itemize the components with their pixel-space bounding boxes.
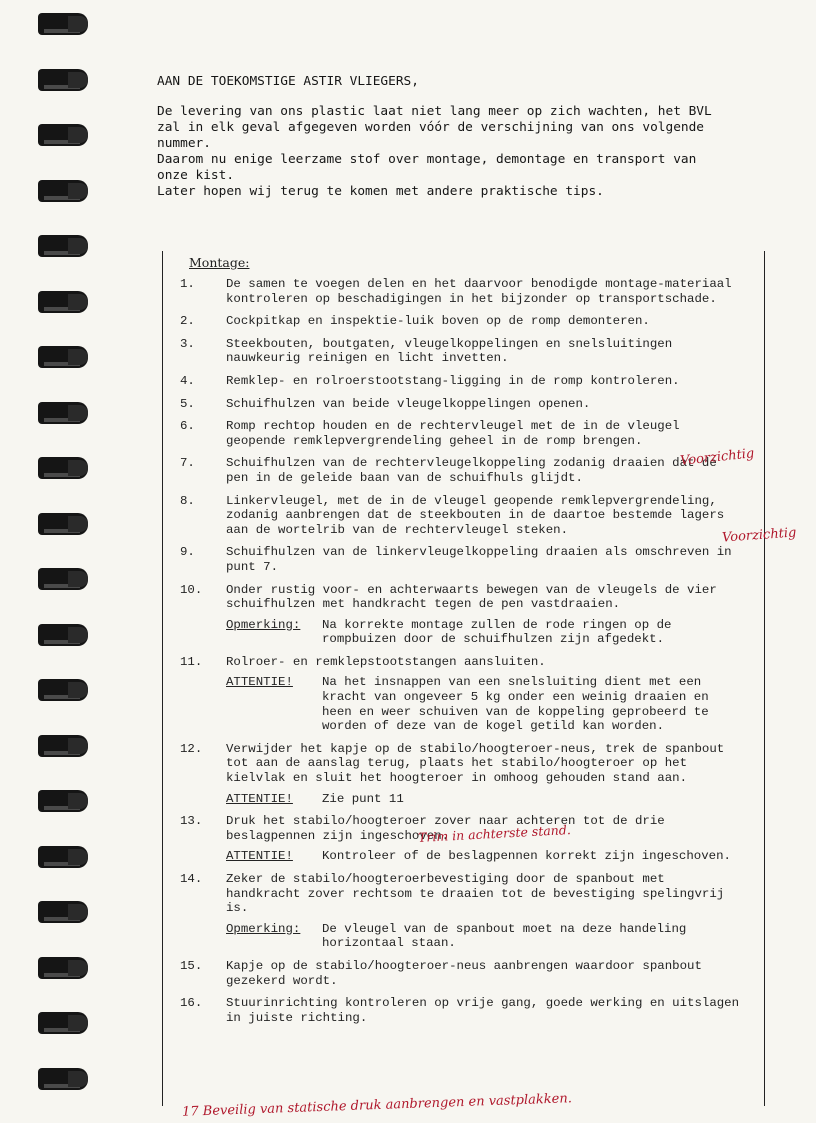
step-number: 12. — [180, 741, 203, 756]
step-number: 1. — [180, 277, 195, 291]
note-text: Kontroleer of de beslagpennen korrekt zijn ingeschoven. — [322, 849, 731, 864]
binding-ring — [38, 735, 88, 757]
section-heading: Montage: — [189, 255, 250, 270]
step-item — [180, 959, 740, 988]
binding-ring — [38, 69, 88, 91]
step-item — [180, 655, 740, 734]
step-number: 5. — [180, 396, 195, 411]
binding-ring — [38, 1068, 88, 1090]
step-item — [180, 742, 740, 806]
greeting: AAN DE TOEKOMSTIGE ASTIR VLIEGERS, — [157, 74, 419, 89]
step-item — [180, 872, 740, 951]
step-item — [180, 397, 740, 412]
binding-ring — [38, 180, 88, 202]
note-text: Zie punt 11 — [322, 791, 404, 806]
step-item — [180, 419, 740, 448]
binding-ring — [38, 457, 88, 479]
note-label: ATTENTIE! — [226, 791, 293, 806]
step-item — [180, 374, 740, 389]
intro-paragraph: Later hopen wij terug te komen met andere praktische tips. — [157, 184, 604, 199]
step-text: Schuifhulzen van beide vleugelkoppelingen openen. — [226, 396, 591, 411]
handwritten-note: 17 Beveilig van statische druk aanbrengen en vastplakken. — [181, 1091, 573, 1120]
step-note — [226, 618, 740, 647]
note-text: Na korrekte montage zullen de rode ringen op de rompbuizen door de schuifhulzen zijn afgedekt. — [322, 617, 672, 647]
step-item — [180, 314, 740, 329]
handwritten-note: Voorzichtig — [679, 446, 756, 469]
step-number: 2. — [180, 314, 195, 329]
step-number: 7. — [180, 456, 195, 471]
step-text: Onder rustig voor- en achterwaarts bewegen van de vleugels de vier schuifhulzen met handkracht tegen de pen vastdraaien. — [226, 582, 717, 612]
step-text: Cockpitkap en inspektie-luik boven op de romp demonteren. — [226, 314, 650, 329]
binding-ring — [38, 846, 88, 868]
binding-ring — [38, 291, 88, 313]
binding-ring — [38, 124, 88, 146]
step-number: 13. — [180, 814, 203, 829]
step-item — [180, 494, 740, 538]
step-number: 15. — [180, 958, 203, 973]
note-label: Opmerking: — [226, 921, 301, 936]
binding-ring — [38, 679, 88, 701]
step-number: 6. — [180, 419, 195, 434]
step-text: Kapje op de stabilo/hoogteroer-neus aanbrengen waardoor spanbout gezekerd wordt. — [226, 958, 702, 988]
step-number: 4. — [180, 373, 195, 388]
note-text: De vleugel van de spanbout moet na deze handeling horizontaal staan. — [322, 921, 687, 951]
binding-ring — [38, 402, 88, 424]
binding-ring — [38, 790, 88, 812]
binding-ring — [38, 1012, 88, 1034]
step-item — [180, 545, 740, 574]
binding-ring — [38, 235, 88, 257]
step-item — [180, 996, 740, 1025]
step-text: Remklep- en rolroerstootstang-ligging in de romp kontroleren. — [226, 373, 680, 388]
step-item — [180, 277, 740, 306]
step-text: Rolroer- en remklepstootstangen aansluiten. — [226, 654, 546, 669]
binding-ring — [38, 346, 88, 368]
note-text: Na het insnappen van een snelsluiting dient met een kracht van ongeveer 5 kg onder een weinig draaien en heen en weer schuiven van de koppeling geprobeerd te worden of deze van de kogel getild kan worden. — [322, 675, 709, 734]
step-note — [226, 792, 740, 807]
step-text: Druk het stabilo/hoogteroer zover naar achteren tot de drie beslagpennen zijn ingeschoven. — [226, 814, 665, 843]
step-note — [226, 922, 740, 951]
step-text: Stuurinrichting kontroleren op vrije gang, goede werking en uitslagen in juiste richting. — [226, 996, 740, 1025]
note-label: Opmerking: — [226, 617, 301, 632]
binding-ring — [38, 957, 88, 979]
note-label: ATTENTIE! — [226, 849, 293, 864]
step-number: 16. — [180, 996, 203, 1011]
step-number: 14. — [180, 872, 203, 886]
step-text: Linkervleugel, met de in de vleugel geopende remklepvergrendeling, zodanig aanbrengen dat de steekbouten in de daartoe bestemde lagers aan de wortelrib van de rechtervleugel steken. — [226, 493, 725, 537]
intro-paragraph: Daarom nu enige leerzame stof over montage, demontage en transport van onze kist. — [157, 152, 697, 183]
step-text: Verwijder het kapje op de stabilo/hoogteroer-neus, trek de spanbout tot aan de aanslag terug, plaats het stabilo/hoogteroer op het kielvlak en sluit het hoogteroer in omhoog gehouden stand aan. — [226, 741, 725, 786]
step-note — [226, 675, 740, 733]
note-label: ATTENTIE! — [226, 675, 293, 690]
step-text: Zeker de stabilo/hoogteroerbevestiging door de spanbout met handkracht zover rechtsom te draaien tot de bevestiging spelingvrij is. — [226, 872, 725, 916]
step-item — [180, 456, 740, 485]
step-item — [180, 337, 740, 366]
step-number: 3. — [180, 336, 195, 351]
binding-ring — [38, 624, 88, 646]
binding-ring — [38, 513, 88, 535]
handwritten-note: Trim in achterste stand. — [417, 822, 572, 845]
step-text: Steekbouten, boutgaten, vleugelkoppelingen en snelsluitingen nauwkeurig reinigen en licht invetten. — [226, 336, 673, 366]
step-number: 9. — [180, 545, 195, 560]
spiral-binding — [0, 0, 110, 1123]
handwritten-note: Voorzichtig — [721, 525, 797, 546]
step-text: Romp rechtop houden en de rechtervleugel met de in de vleugel geopende remklepvergrendeling geheel in de romp brengen. — [226, 419, 680, 448]
step-number: 10. — [180, 582, 203, 597]
step-number: 11. — [180, 654, 203, 669]
step-item — [180, 583, 740, 647]
intro-paragraph: De levering van ons plastic laat niet lang meer op zich wachten, het BVL zal in elk geval afgegeven worden vóór de verschijning van ons volgende nummer. — [157, 104, 712, 151]
intro-letter — [157, 74, 717, 200]
step-number: 8. — [180, 493, 195, 508]
montage-steps — [180, 277, 740, 1033]
binding-ring — [38, 568, 88, 590]
binding-ring — [38, 13, 88, 35]
step-text: Schuifhulzen van de rechtervleugelkoppeling zodanig draaien dat de pen in de geleide baan van de schuifhuls glijdt. — [226, 456, 717, 485]
binding-ring — [38, 901, 88, 923]
step-note — [226, 849, 740, 864]
step-text: Schuifhulzen van de linkervleugelkoppeling draaien als omschreven in punt 7. — [226, 545, 732, 574]
step-text: De samen te voegen delen en het daarvoor benodigde montage-materiaal kontroleren op beschadigingen in het bijzonder op transportschade. — [226, 277, 732, 306]
